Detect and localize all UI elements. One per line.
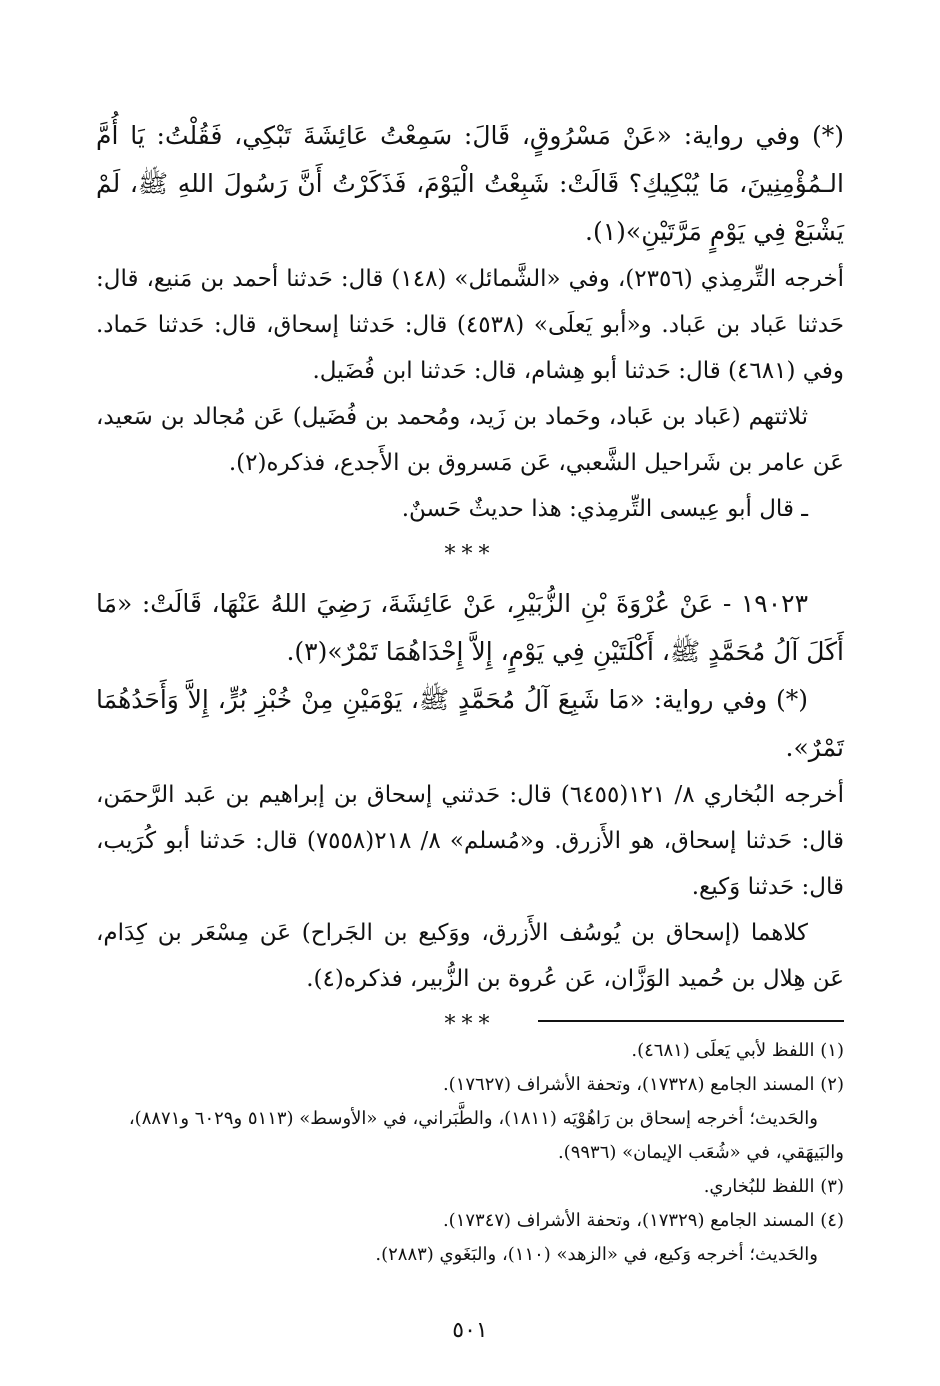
variant-narration-masruq: (*) وفي رواية: «عَنْ مَسْرُوقٍ، قَالَ: سَمِعْتُ عَائِشَةَ تَبْكِي، فَقُلْتُ: يَا أُمَّ الـمُؤْمِنِينَ، مَا يُبْكِيكِ؟ قَالَتْ: شَبِعْتُ الْيَوْمَ، فَذَكَرْتُ أَنَّ رَسُولَ اللهِ ﷺ، لَمْ يَشْبَعْ فِي يَوْمٍ مَرَّتَيْنِ»(١).	[96, 121, 844, 246]
footnote-divider	[538, 1020, 844, 1022]
hadith-19023: ١٩٠٢٣ - عَنْ عُرْوَةَ بْنِ الزُّبَيْرِ، عَنْ عَائِشَةَ، رَضِيَ اللهُ عَنْهَا، قَالَتْ: «مَا أَكَلَ آلُ مُحَمَّدٍ ﷺ، أَكْلَتَيْنِ فِي يَوْمٍ، إِلاَّ إِحْدَاهُمَا تَمْرٌ»(٣).	[96, 589, 844, 666]
page-number: ٥٠١	[452, 1318, 488, 1343]
main-text	[96, 112, 844, 1050]
footnote-2-continuation: والحَديث؛ أخرجه إسحاق بن رَاهُوْيَه (١٨١١)، والطَّبَراني، في «الأوسط» (٥١١٣ و٦٠٢٩ و٨٨٧١)، والبَيهَقي، في «شُعَب الإيمان» (٩٩٣٦).	[128, 1108, 844, 1163]
section-separator-2: ***	[444, 1012, 496, 1037]
footnote-3: (٣) اللفظ للبُخاري.	[703, 1176, 844, 1197]
footnotes	[96, 1020, 844, 1272]
footnote-4-continuation: والحَديث؛ أخرجه وَكيع، في «الزهد» (١١٠)، والبَغَوي (٢٨٨٣).	[375, 1244, 818, 1265]
variant-narration-urwa: (*) وفي رواية: «مَا شَبِعَ آلُ مُحَمَّدٍ ﷺ، يَوْمَيْنِ مِنْ خُبْزِ بُرٍّ، إِلاَّ وَأَحَدُهُمَا تَمْرٌ».	[96, 685, 844, 762]
takhrij-paragraph-2: أخرجه البُخاري ٨/ ١٢١(٦٤٥٥) قال: حَدثني إسحاق بن إبراهيم بن عَبد الرَّحمَن، قال: حَدثنا إسحاق، هو الأَزرق. و«مُسلم» ٨/ ٢١٨(٧٥٥٨) قال: حَدثنا أبو كُرَيب، قال: حَدثنا وَكيع.	[96, 782, 844, 900]
footnote-4: (٤) المسند الجامع (١٧٣٢٩)، وتحفة الأشراف (١٧٣٤٧).	[442, 1210, 844, 1231]
section-separator: ***	[444, 542, 496, 567]
tirmidhi-grading: ـ قال أبو عِيسى التِّرمِذي: هذا حديثٌ حَسنٌ.	[401, 496, 808, 522]
takhrij-paragraph: أخرجه التِّرمِذي (٢٣٥٦)، وفي «الشَّمائل» (١٤٨) قال: حَدثنا أحمد بن مَنيع، قال: حَدثنا عَباد بن عَباد. و«أبو يَعلَى» (٤٥٣٨) قال: حَدثنا إسحاق، قال: حَدثنا حَماد. وفي (٤٦٨١) قال: حَدثنا أبو هِشام، قال: حَدثنا ابن فُضَيل.	[96, 266, 844, 384]
footnote-1: (١) اللفظ لأبي يَعلَى (٤٦٨١).	[631, 1040, 844, 1061]
chain-paragraph: ثلاثتهم (عَباد بن عَباد، وحَماد بن زَيد، ومُحمد بن فُضَيل) عَن مُجالد بن سَعيد، عَن عامر بن شَراحيل الشَّعبي، عَن مَسروق بن الأَجدع، فذكره(٢).	[96, 404, 844, 476]
footnote-2: (٢) المسند الجامع (١٧٣٢٨)، وتحفة الأشراف (١٧٦٢٧).	[442, 1074, 844, 1095]
chain-paragraph-2: كلاهما (إسحاق بن يُوسُف الأَزرق، ووَكيع بن الجَراح) عَن مِسْعَر بن كِدَام، عَن هِلال بن حُميد الوَزَّان، عَن عُروة بن الزُّبير، فذكره(٤).	[96, 920, 844, 992]
